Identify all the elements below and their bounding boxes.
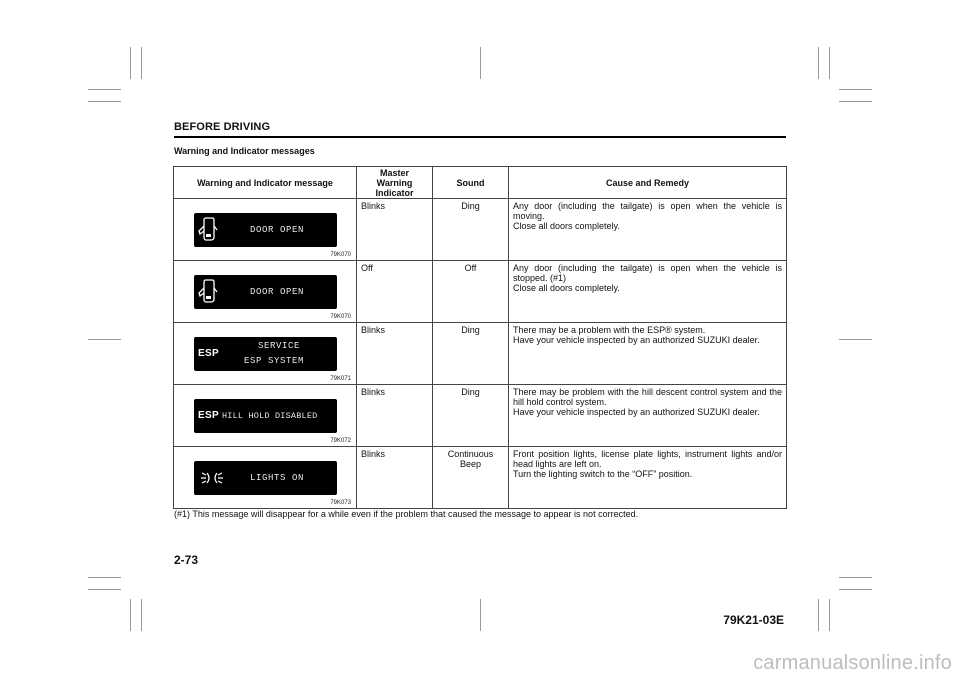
esp-icon: ESP [198, 348, 219, 359]
crop-mark [829, 47, 830, 79]
crop-mark [88, 589, 121, 590]
crop-mark [839, 89, 872, 90]
table-row [174, 323, 787, 385]
crop-mark [839, 339, 872, 340]
lcd-display [194, 275, 337, 309]
image-code: 79K073 [330, 500, 351, 506]
lcd-display [194, 337, 337, 371]
remedy-line: There may be a problem with the ESP® system. [513, 325, 706, 335]
warning-indicator-table [173, 166, 787, 509]
table-header-row [174, 167, 787, 199]
column-header: Master Warning Indicator [357, 167, 433, 199]
lcd-message-line: HILL HOLD DISABLED [222, 411, 318, 421]
remedy-line: Have your vehicle inspected by an authorized SUZUKI dealer. [513, 407, 760, 417]
remedy-cell [509, 323, 787, 385]
sound-cell: Ding [433, 385, 509, 447]
message-image-cell [174, 199, 357, 261]
footnote: (#1) This message will disappear for a while even if the problem that caused the message to appear is not corrected. [174, 509, 639, 519]
table-row [174, 385, 787, 447]
remedy-line: Turn the lighting switch to the “OFF” position. [513, 469, 693, 479]
image-code: 79K072 [330, 438, 351, 444]
crop-mark [88, 89, 121, 90]
crop-mark [88, 339, 121, 340]
crop-mark [839, 101, 872, 102]
crop-mark [141, 599, 142, 631]
section-title: BEFORE DRIVING [174, 121, 271, 133]
table-row [174, 261, 787, 323]
watermark-text: carmanualsonline.info [753, 652, 952, 674]
image-code: 79K071 [330, 376, 351, 382]
lcd-message-line: ESP SYSTEM [244, 356, 305, 366]
message-image-cell [174, 447, 357, 509]
crop-mark [839, 577, 872, 578]
remedy-line: Any door (including the tailgate) is open when the vehicle is moving. [513, 201, 782, 221]
lights-on-icon [199, 470, 229, 486]
lcd-message-line: SERVICE [258, 341, 301, 351]
master-warning-cell: Blinks [357, 199, 433, 261]
lcd-message-line: DOOR OPEN [250, 225, 305, 235]
column-header: Warning and Indicator message [174, 167, 357, 199]
crop-mark [130, 599, 131, 631]
table-row [174, 199, 787, 261]
remedy-cell [509, 261, 787, 323]
page-subtitle: Warning and Indicator messages [174, 146, 315, 156]
lcd-message-line: DOOR OPEN [250, 287, 305, 297]
crop-mark [88, 101, 121, 102]
remedy-line: Close all doors completely. [513, 283, 620, 293]
table-row [174, 447, 787, 509]
crop-mark [829, 599, 830, 631]
remedy-cell [509, 385, 787, 447]
remedy-line: There may be problem with the hill descent control system and the hill hold control system. [513, 387, 782, 407]
crop-mark [480, 47, 481, 79]
image-code: 79K070 [330, 252, 351, 258]
master-warning-cell: Blinks [357, 447, 433, 509]
message-image-cell [174, 323, 357, 385]
sound-cell: Continuous Beep [433, 447, 509, 509]
remedy-line: Close all doors completely. [513, 221, 620, 231]
sound-cell: Off [433, 261, 509, 323]
document-code: 79K21-03E [723, 613, 784, 627]
crop-mark [818, 599, 819, 631]
crop-mark [839, 589, 872, 590]
image-code: 79K070 [330, 314, 351, 320]
esp-icon: ESP [198, 410, 219, 421]
door-open-icon [198, 279, 218, 305]
crop-mark [88, 577, 121, 578]
door-open-icon [198, 217, 218, 243]
lcd-display [194, 213, 337, 247]
master-warning-cell: Off [357, 261, 433, 323]
remedy-cell [509, 447, 787, 509]
sound-cell: Ding [433, 323, 509, 385]
lcd-message-line: LIGHTS ON [250, 473, 305, 483]
sound-cell: Ding [433, 199, 509, 261]
remedy-line: Have your vehicle inspected by an authorized SUZUKI dealer. [513, 335, 760, 345]
crop-mark [130, 47, 131, 79]
lcd-display [194, 399, 337, 433]
remedy-line: Front position lights, license plate lights, instrument lights and/or head lights are left on. [513, 449, 782, 469]
header-rule [174, 136, 786, 138]
column-header: Cause and Remedy [509, 167, 787, 199]
master-warning-cell: Blinks [357, 385, 433, 447]
message-image-cell [174, 385, 357, 447]
lcd-display [194, 461, 337, 495]
message-image-cell [174, 261, 357, 323]
crop-mark [141, 47, 142, 79]
remedy-cell [509, 199, 787, 261]
column-header: Sound [433, 167, 509, 199]
crop-mark [818, 47, 819, 79]
remedy-line: Any door (including the tailgate) is open when the vehicle is stopped. (#1) [513, 263, 782, 283]
crop-mark [480, 599, 481, 631]
master-warning-cell: Blinks [357, 323, 433, 385]
page-number: 2-73 [174, 553, 199, 567]
